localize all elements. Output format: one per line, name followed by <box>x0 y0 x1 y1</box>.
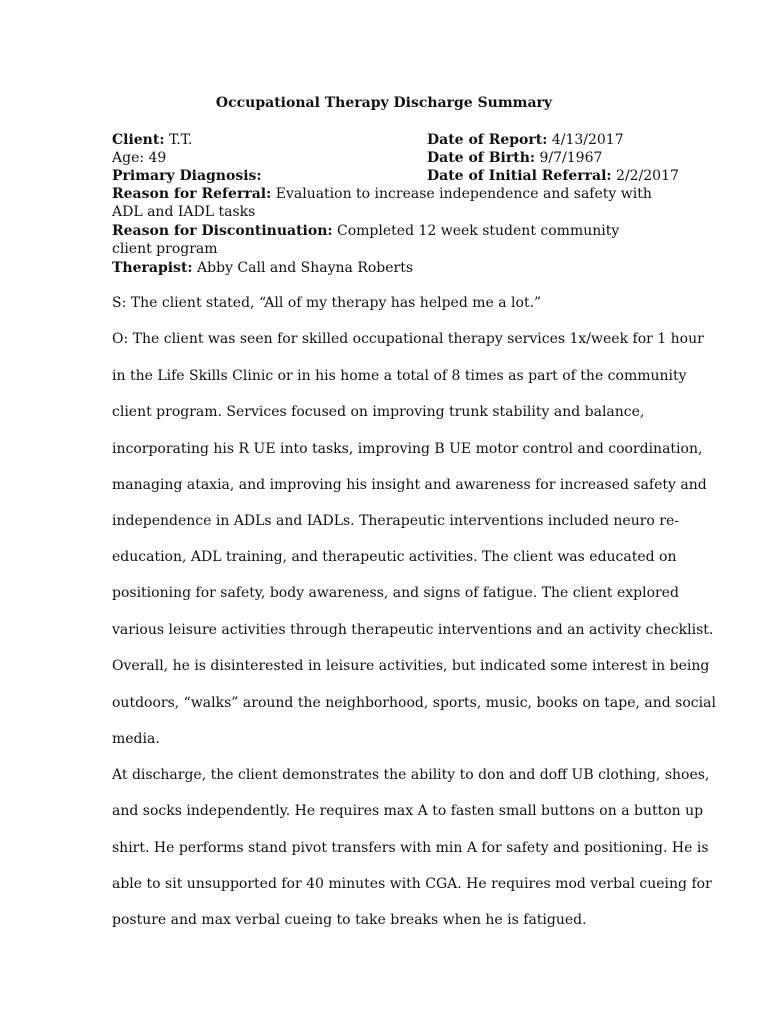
objective-line: client program. Services focused on improving trunk stability and balance, <box>112 404 645 420</box>
objective-line: various leisure activities through therapeutic interventions and an activity checklist. <box>112 622 714 638</box>
objective-line: managing ataxia, and improving his insight and awareness for increased safety and <box>112 477 707 493</box>
date-of-initial-referral-value: 2/2/2017 <box>616 168 679 184</box>
reason-for-discontinuation-value: Completed 12 week student community client program <box>112 223 620 257</box>
date-of-report-value: 4/13/2017 <box>551 132 624 148</box>
objective-line: outdoors, “walks” around the neighborhood, sports, music, books on tape, and social <box>112 695 716 711</box>
client-value: T.T. <box>168 132 193 148</box>
client-label: Client: <box>112 132 165 148</box>
objective-line: able to sit unsupported for 40 minutes with CGA. He requires mod verbal cueing for <box>112 876 712 892</box>
objective-line: O: The client was seen for skilled occupational therapy services 1x/week for 1 hour <box>112 331 704 347</box>
objective-line: Overall, he is disinterested in leisure activities, but indicated some interest in being <box>112 658 710 674</box>
objective-line: shirt. He performs stand pivot transfers with min A for safety and positioning. He is <box>112 840 709 856</box>
objective-line: positioning for safety, body awareness, and signs of fatigue. The client explored <box>112 585 679 601</box>
age-field: Age: 49 <box>112 150 167 166</box>
objective-line: in the Life Skills Clinic or in his home a total of 8 times as part of the community <box>112 368 687 384</box>
objective-line: and socks independently. He requires max A to fasten small buttons on a button up <box>112 803 704 819</box>
date-of-initial-referral-label: Date of Initial Referral: <box>427 168 612 184</box>
primary-diagnosis-label: Primary Diagnosis: <box>112 168 262 184</box>
date-of-birth-field <box>427 149 602 167</box>
objective-line: media. <box>112 731 160 747</box>
reason-for-referral-label: Reason for Referral: <box>112 186 272 202</box>
therapist-value: Abby Call and Shayna Roberts <box>197 260 414 276</box>
therapist-label: Therapist: <box>112 260 193 276</box>
reason-for-referral-field <box>112 185 657 221</box>
objective-line: independence in ADLs and IADLs. Therapeutic interventions included neuro re- <box>112 513 679 529</box>
date-of-birth-label: Date of Birth: <box>427 150 536 166</box>
objective-line: incorporating his R UE into tasks, improving B UE motor control and coordination, <box>112 441 703 457</box>
reason-for-discontinuation-label: Reason for Discontinuation: <box>112 223 333 239</box>
reason-for-discontinuation-field <box>112 222 657 258</box>
objective-line: posture and max verbal cueing to take breaks when he is fatigued. <box>112 912 587 928</box>
document-title: Occupational Therapy Discharge Summary <box>215 95 553 111</box>
primary-diagnosis-field <box>112 167 262 185</box>
client-field <box>112 131 192 149</box>
date-of-birth-value: 9/7/1967 <box>539 150 603 166</box>
date-of-initial-referral-field <box>427 167 679 185</box>
therapist-field <box>112 259 413 277</box>
subjective-note: S: The client stated, “All of my therapy has helped me a lot.” <box>112 295 542 311</box>
date-of-report-field <box>427 131 624 149</box>
objective-line: At discharge, the client demonstrates the ability to don and doff UB clothing, shoes, <box>112 767 710 783</box>
objective-line: education, ADL training, and therapeutic activities. The client was educated on <box>112 549 677 565</box>
date-of-report-label: Date of Report: <box>427 132 548 148</box>
reason-for-referral-value: Evaluation to increase independence and safety with ADL and IADL tasks <box>112 186 652 220</box>
